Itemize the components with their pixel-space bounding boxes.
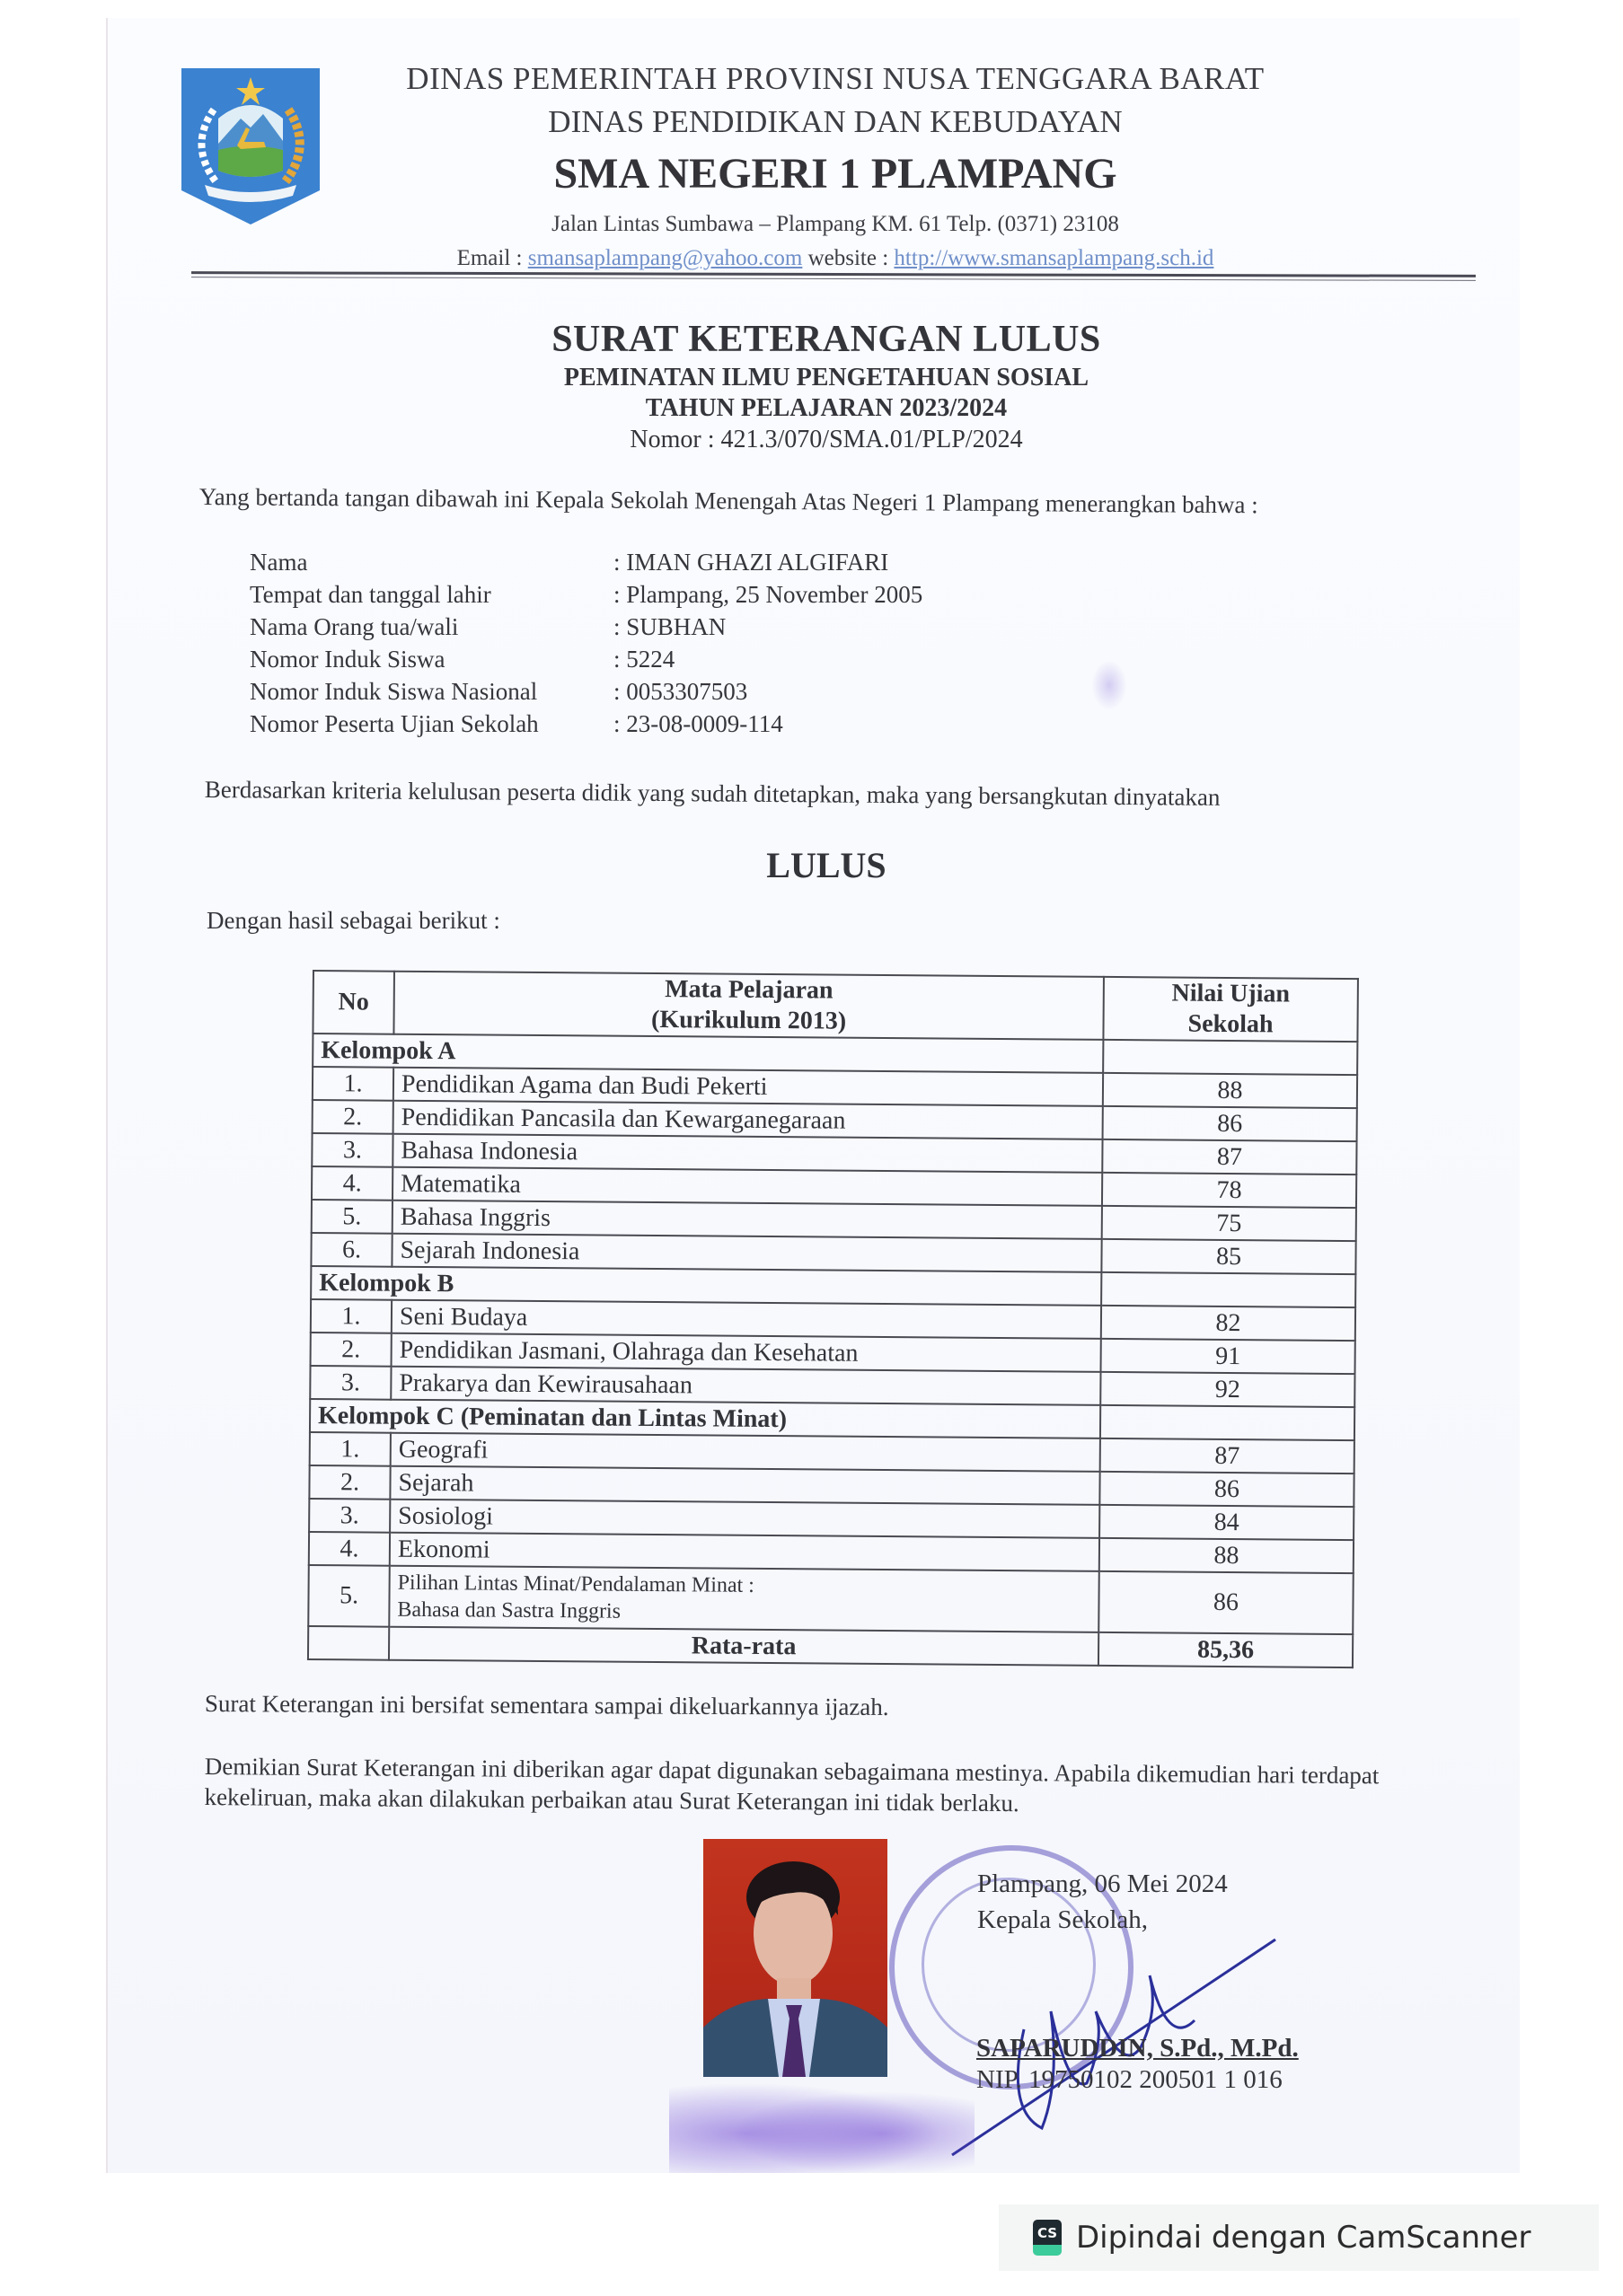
row-number: 3.	[309, 1499, 390, 1533]
row-score: 85	[1101, 1239, 1355, 1274]
group-score-empty	[1100, 1405, 1354, 1440]
grades-table-wrapper	[307, 970, 1359, 1668]
header-no: No	[313, 971, 394, 1034]
row-number: 5.	[312, 1200, 393, 1234]
row-subject: Geografi	[391, 1433, 1100, 1472]
grades-table	[307, 970, 1359, 1668]
student-info	[250, 546, 922, 740]
table-row	[308, 1565, 1353, 1634]
group-score-empty	[1101, 1272, 1355, 1307]
row-number: 1.	[313, 1067, 393, 1101]
camscanner-watermark	[999, 2204, 1599, 2271]
info-row	[250, 546, 922, 578]
letterhead-line1: DINAS PEMERINTAH PROVINSI NUSA TENGGARA BARAT	[406, 61, 1265, 96]
row-subject: Bahasa Inggris	[393, 1201, 1102, 1239]
website-link[interactable]: http://www.smansaplampang.sch.id	[894, 246, 1214, 270]
row-number: 5.	[308, 1565, 390, 1627]
document-subtitle-year: TAHUN PELAJARAN 2023/2024	[645, 394, 1008, 422]
row-number: 1.	[310, 1432, 391, 1466]
row-subject: Matematika	[393, 1167, 1102, 1206]
info-value: : 23-08-0009-114	[613, 710, 783, 737]
signer-name: SAPARUDDIN, S.Pd., M.Pd.	[976, 2034, 1299, 2063]
closing-paragraph: Demikian Surat Keterangan ini diberikan agar dapat digunakan sebagaimana mestinya. Apabila dikemudian hari terdapat kekeliruan, maka akan dilakukan perbaikan atau Surat Keterangan ini tidak berlaku.	[204, 1752, 1380, 1817]
document-subtitle-major: PEMINATAN ILMU PENGETAHUAN SOSIAL	[563, 364, 1089, 391]
header-score-line1: Nilai Ujian	[1171, 979, 1291, 1008]
provincial-crest-icon	[178, 65, 323, 228]
student-photo	[703, 1839, 887, 2077]
ink-smudge	[1091, 660, 1127, 710]
info-row	[250, 675, 922, 708]
row-score: 87	[1100, 1438, 1354, 1473]
row-subject: Sejarah	[390, 1466, 1099, 1505]
fingerprint-mark	[669, 2074, 975, 2173]
group-name: Kelompok B	[311, 1266, 1101, 1306]
info-value: : 5224	[613, 646, 675, 673]
header-subject-line2: (Kurikulum 2013)	[650, 1005, 847, 1035]
intro-paragraph: Yang bertanda tangan dibawah ini Kepala Sekolah Menengah Atas Negeri 1 Plampang menerangkan bahwa :	[198, 482, 1258, 519]
criteria-paragraph: Berdasarkan kriteria kelulusan peserta didik yang sudah ditetapkan, maka yang bersangkutan dinyatakan	[204, 775, 1221, 811]
row-score: 78	[1102, 1173, 1356, 1208]
header-subject-line1: Mata Pelajaran	[665, 975, 834, 1005]
average-label: Rata-rata	[389, 1627, 1098, 1666]
row-subject: Sejarah Indonesia	[392, 1234, 1101, 1272]
info-row	[250, 708, 922, 740]
email-link[interactable]: smansaplampang@yahoo.com	[527, 246, 803, 270]
info-value: : 0053307503	[613, 678, 748, 705]
signer-position: Kepala Sekolah,	[977, 1905, 1149, 1934]
school-address: Jalan Lintas Sumbawa – Plampang KM. 61 Telp. (0371) 23108	[551, 212, 1119, 236]
row-number: 2.	[313, 1100, 393, 1134]
info-label: Tempat dan tanggal lahir	[250, 581, 491, 608]
document-number: Nomor : 421.3/070/SMA.01/PLP/2024	[630, 426, 1023, 453]
info-label: Nomor Induk Siswa	[250, 646, 445, 673]
row-number: 6.	[311, 1233, 392, 1267]
group-name: Kelompok C (Peminatan dan Lintas Minat)	[310, 1399, 1100, 1438]
camscanner-logo-icon: CS	[1033, 2220, 1062, 2256]
website-label: website :	[807, 246, 889, 270]
grades-table-body	[308, 1034, 1357, 1667]
signer-nip: NIP. 19750102 200501 1 016	[976, 2065, 1283, 2094]
group-name: Kelompok A	[313, 1034, 1103, 1073]
email-label: Email :	[456, 246, 523, 270]
row-subject: Bahasa Indonesia	[393, 1134, 1102, 1173]
info-label: Nama	[250, 549, 308, 576]
document-title: SURAT KETERANGAN LULUS	[551, 319, 1101, 360]
row-score: 86	[1098, 1571, 1354, 1634]
student-portrait-icon	[703, 1839, 887, 2077]
row-score: 82	[1101, 1306, 1355, 1341]
row-subject: Pendidikan Jasmani, Olahraga dan Kesehatan	[392, 1333, 1101, 1372]
letterhead	[341, 57, 1329, 275]
row-subject: Pilihan Lintas Minat/Pendalaman Minat : Bahasa dan Sastra Inggris	[389, 1566, 1099, 1632]
row-score: 87	[1102, 1139, 1356, 1174]
info-label: Nomor Peserta Ujian Sekolah	[250, 710, 539, 737]
info-value: : SUBHAN	[613, 613, 727, 640]
group-score-empty	[1103, 1040, 1357, 1075]
place-date: Plampang, 06 Mei 2024	[977, 1869, 1228, 1898]
school-name: SMA NEGERI 1 PLAMPANG	[553, 150, 1117, 198]
info-label: Nama Orang tua/wali	[250, 613, 459, 640]
row-number: 1.	[311, 1299, 392, 1333]
row-number: 2.	[309, 1465, 390, 1500]
row-score: 91	[1101, 1339, 1355, 1374]
row-number: 4.	[309, 1532, 390, 1566]
row-number: 4.	[312, 1166, 393, 1201]
row-number: 3.	[310, 1366, 391, 1400]
camscanner-text: Dipindai dengan CamScanner	[1076, 2220, 1531, 2256]
header-score	[1103, 977, 1358, 1042]
row-subject: Ekonomi	[390, 1533, 1099, 1571]
row-score: 88	[1099, 1538, 1354, 1573]
info-row	[250, 611, 922, 643]
row-score: 88	[1103, 1073, 1357, 1108]
average-row	[308, 1626, 1353, 1667]
header-subject	[393, 972, 1104, 1040]
average-value: 85,36	[1098, 1632, 1353, 1667]
header-score-line2: Sekolah	[1187, 1009, 1274, 1039]
contact-line	[341, 242, 1329, 275]
row-score: 86	[1099, 1472, 1354, 1507]
row-subject: Pendidikan Agama dan Budi Pekerti	[393, 1068, 1103, 1106]
row-score: 92	[1100, 1372, 1354, 1407]
note-paragraph: Surat Keterangan ini bersifat sementara sampai dikeluarkannya ijazah.	[204, 1690, 889, 1720]
info-row	[250, 578, 922, 611]
row-score: 84	[1099, 1505, 1354, 1540]
row-subject: Prakarya dan Kewirausahaan	[391, 1367, 1100, 1405]
row-number: 3.	[312, 1133, 393, 1167]
results-intro: Dengan hasil sebagai berikut :	[207, 907, 500, 934]
row-subject: Seni Budaya	[392, 1300, 1101, 1339]
info-value: : IMAN GHAZI ALGIFARI	[613, 549, 889, 576]
row-number: 2.	[311, 1333, 392, 1367]
info-label: Nomor Induk Siswa Nasional	[250, 678, 538, 705]
document-title-block	[485, 316, 1168, 456]
info-row	[250, 643, 922, 675]
row-subject: Sosiologi	[390, 1500, 1099, 1538]
info-value: : Plampang, 25 November 2005	[613, 581, 923, 608]
row-subject: Pendidikan Pancasila dan Kewarganegaraan	[393, 1101, 1103, 1139]
result-status: LULUS	[766, 845, 886, 885]
row-score: 86	[1103, 1106, 1357, 1141]
average-no-empty	[308, 1626, 389, 1660]
letterhead-line2: DINAS PENDIDIKAN DAN KEBUDAYAN	[548, 104, 1123, 139]
row-score: 75	[1102, 1206, 1356, 1241]
